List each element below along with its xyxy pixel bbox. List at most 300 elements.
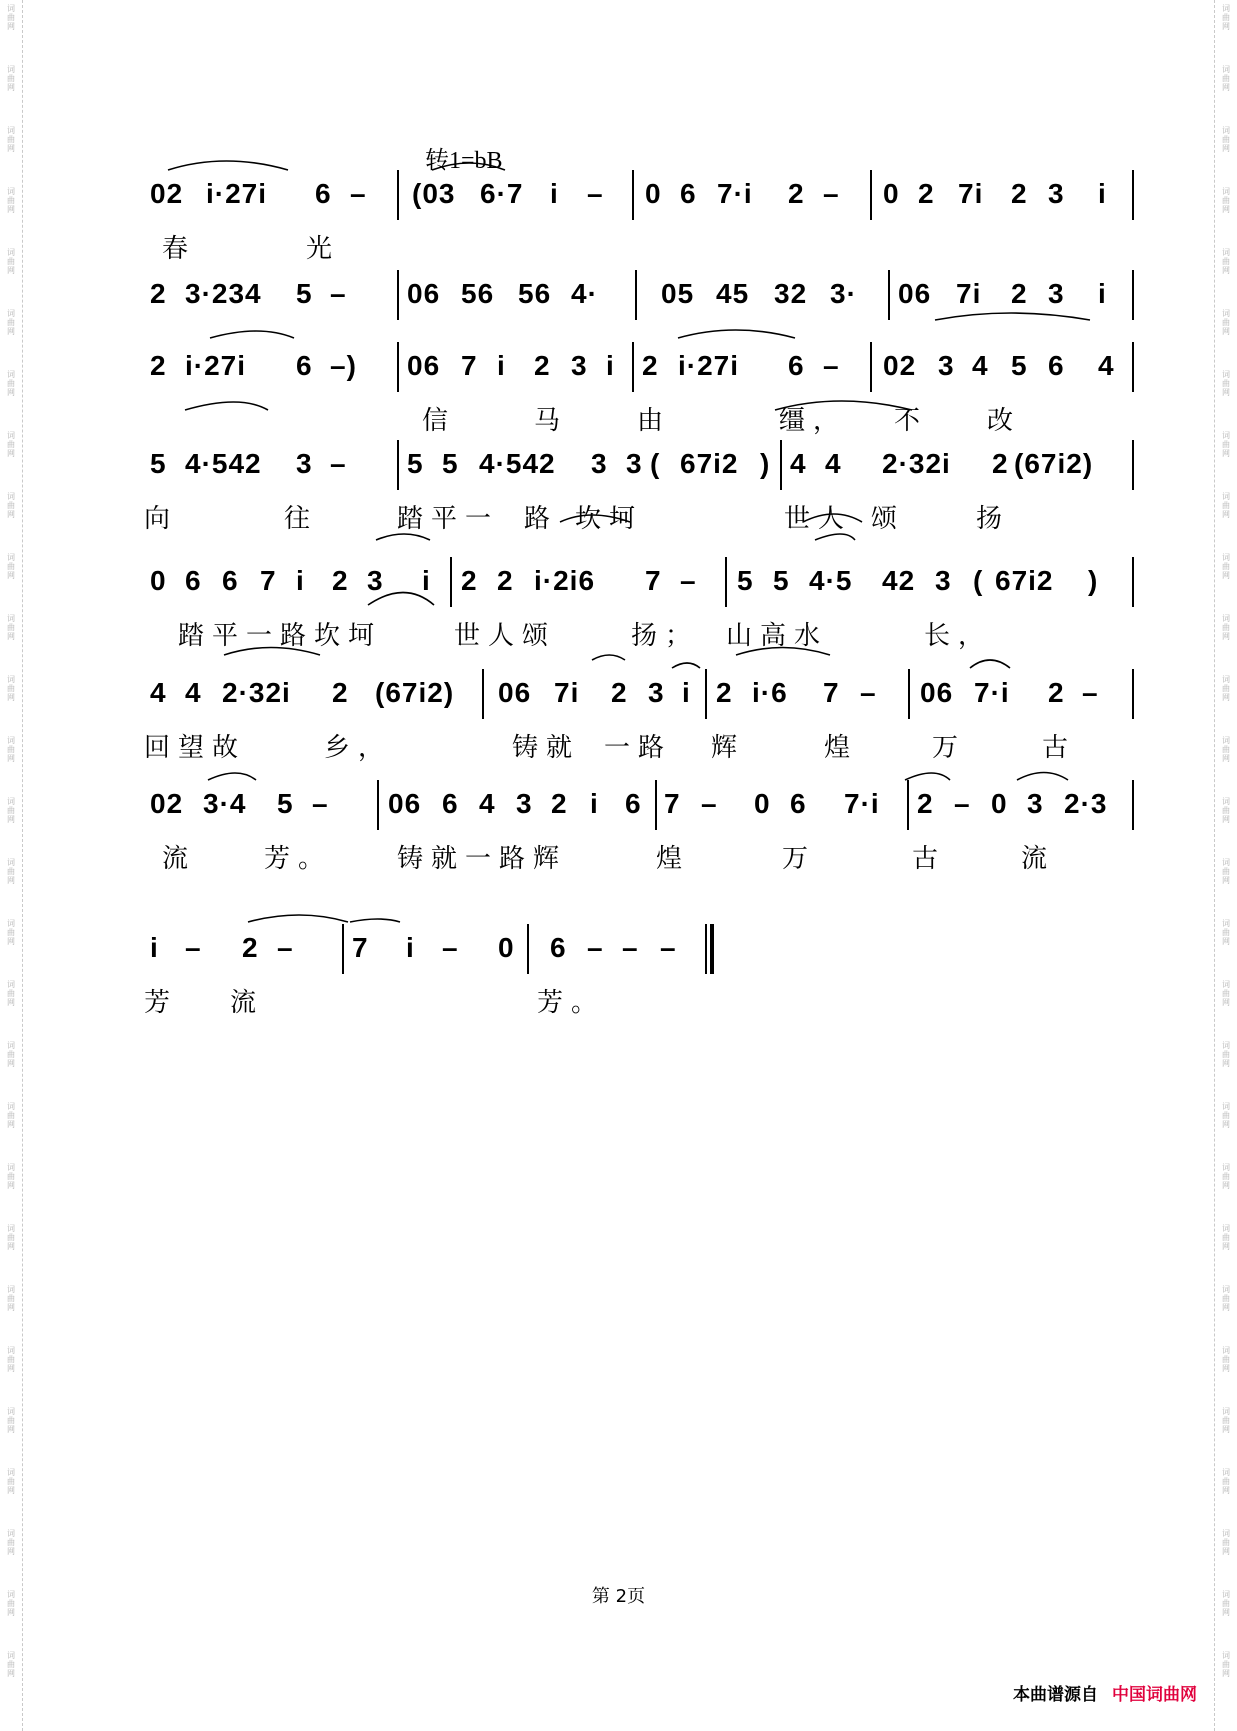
lyrics-row-3 [144, 400, 1144, 436]
notes-row-6 [150, 677, 1135, 721]
watermark-glyph: 网 [1222, 1242, 1230, 1251]
note: 3·234 [185, 278, 262, 309]
watermark-mark [0, 488, 22, 549]
note: 4·5 [809, 565, 853, 596]
watermark-glyph: 曲 [7, 1233, 15, 1242]
note: 5 [773, 565, 790, 596]
note: 02 [150, 178, 184, 209]
barline [482, 669, 484, 719]
watermark-glyph: 曲 [1222, 1233, 1230, 1242]
watermark-mark [1215, 1464, 1237, 1525]
lyric: 流 [1021, 844, 1056, 874]
note: 56 [461, 278, 495, 309]
note: 7·i [844, 788, 880, 819]
watermark-glyph: 网 [7, 510, 15, 519]
barline [1132, 440, 1134, 490]
note: 2 [917, 788, 934, 819]
watermark-glyph: 词 [1222, 1590, 1230, 1599]
watermark-glyph: 词 [7, 1102, 15, 1111]
watermark-glyph: 曲 [1222, 135, 1230, 144]
watermark-glyph: 词 [1222, 1468, 1230, 1477]
barline [342, 924, 344, 974]
note: 2 [611, 677, 628, 708]
note: 2 [242, 932, 259, 963]
watermark-glyph: 词 [1222, 1407, 1230, 1416]
note: 6 [185, 565, 202, 596]
note: 4 [972, 350, 989, 381]
watermark-glyph: 词 [1222, 431, 1230, 440]
note: 2 [461, 565, 478, 596]
watermark-mark [1215, 1403, 1237, 1464]
watermark-glyph: 网 [7, 754, 15, 763]
watermark-glyph: 网 [1222, 937, 1230, 946]
watermark-glyph: 词 [7, 1346, 15, 1355]
watermark-mark [0, 366, 22, 427]
lyrics-row-8 [144, 982, 1144, 1018]
note: 2 [642, 350, 659, 381]
watermark-glyph: 曲 [1222, 318, 1230, 327]
notes-row-2 [150, 278, 1135, 322]
watermark-glyph: 网 [7, 1181, 15, 1190]
watermark-glyph: 网 [1222, 205, 1230, 214]
source-credit [1013, 1680, 1197, 1705]
watermark-glyph: 词 [7, 126, 15, 135]
lyric: 辉 [711, 733, 746, 763]
slur [905, 773, 950, 780]
watermark-glyph: 曲 [7, 806, 15, 815]
notes-row-5 [150, 565, 1135, 609]
note: 0 [498, 932, 515, 963]
note: 45 [716, 278, 750, 309]
barline [632, 342, 634, 392]
note: 2 [332, 677, 349, 708]
watermark-mark [0, 610, 22, 671]
note: – [680, 565, 697, 596]
watermark-glyph: 曲 [7, 13, 15, 22]
watermark-glyph: 曲 [7, 1050, 15, 1059]
watermark-glyph: 词 [7, 431, 15, 440]
watermark-glyph: 词 [1222, 675, 1230, 684]
note: 6 [222, 565, 239, 596]
note: i [606, 350, 615, 381]
note: i·6 [752, 677, 788, 708]
watermark-glyph: 网 [7, 1425, 15, 1434]
watermark-glyph: 网 [1222, 22, 1230, 31]
watermark-glyph: 曲 [1222, 623, 1230, 632]
watermark-glyph: 曲 [1222, 379, 1230, 388]
notes-row-8 [150, 932, 1135, 976]
lyric: 扬； [631, 621, 700, 651]
lyric: 世人颂 [454, 621, 557, 651]
watermark-glyph: 曲 [1222, 1660, 1230, 1669]
lyric: 铸就一路辉 [397, 844, 568, 874]
lyric: 煌 [656, 844, 691, 874]
note: 4·542 [479, 448, 556, 479]
note: – [954, 788, 971, 819]
watermark-mark [0, 1159, 22, 1220]
watermark-glyph: 词 [1222, 1529, 1230, 1538]
note: 2 [534, 350, 551, 381]
note: 42 [882, 565, 916, 596]
note: 7 [260, 565, 277, 596]
watermark-glyph: 曲 [7, 440, 15, 449]
note: 4 [825, 448, 842, 479]
watermark-glyph: 曲 [7, 379, 15, 388]
watermark-glyph: 网 [7, 449, 15, 458]
watermark-mark [0, 915, 22, 976]
watermark-glyph: 曲 [7, 1294, 15, 1303]
page-number: 第 2页 [591, 1586, 646, 1607]
watermark-glyph: 曲 [7, 257, 15, 266]
lyric: 古 [912, 844, 947, 874]
note: 6 [625, 788, 642, 819]
note: 06 [388, 788, 422, 819]
lyric: 长， [924, 621, 993, 651]
watermark-glyph: 词 [1222, 309, 1230, 318]
watermark-glyph: 词 [1222, 126, 1230, 135]
note: (67i2) [1014, 448, 1094, 479]
note: 2 [918, 178, 935, 209]
slur [1017, 773, 1068, 781]
watermark-glyph: 网 [1222, 1364, 1230, 1373]
lyric: 山高水 [726, 621, 829, 651]
watermark-glyph: 曲 [1222, 1172, 1230, 1181]
watermark-mark [1215, 732, 1237, 793]
watermark-glyph: 网 [1222, 327, 1230, 336]
watermark-glyph: 词 [7, 797, 15, 806]
note: 0 [645, 178, 662, 209]
note: – [442, 932, 459, 963]
watermark-glyph: 网 [1222, 998, 1230, 1007]
lyric: 往 [284, 504, 319, 534]
watermark-glyph: 曲 [1222, 257, 1230, 266]
watermark-mark [1215, 0, 1237, 61]
note: ( [650, 448, 661, 479]
lyric: 古 [1042, 733, 1077, 763]
notes-row-3 [150, 350, 1135, 394]
watermark-glyph: 曲 [7, 684, 15, 693]
watermark-mark [1215, 915, 1237, 976]
note: –) [330, 350, 357, 381]
watermark-glyph: 网 [7, 1120, 15, 1129]
lyric: 光 [306, 234, 341, 264]
note: 2 [497, 565, 514, 596]
slur [248, 915, 348, 922]
note: 06 [407, 278, 441, 309]
watermark-glyph: 词 [1222, 1163, 1230, 1172]
note: 5 [277, 788, 294, 819]
barline [908, 669, 910, 719]
note: 56 [518, 278, 552, 309]
watermark-glyph: 曲 [1222, 1538, 1230, 1547]
watermark-mark [1215, 488, 1237, 549]
source-site-link[interactable]: 中国词曲网 [1112, 1685, 1197, 1705]
barline [632, 170, 634, 220]
note: 6 [550, 932, 567, 963]
note: 2 [150, 278, 167, 309]
note: 5 [407, 448, 424, 479]
note: 2 [1011, 178, 1028, 209]
watermark-glyph: 曲 [1222, 13, 1230, 22]
note: 4 [185, 677, 202, 708]
note: 6 [296, 350, 313, 381]
note: 7·i [974, 677, 1010, 708]
watermark-glyph: 词 [7, 980, 15, 989]
watermark-glyph: 曲 [1222, 989, 1230, 998]
note: 4·542 [185, 448, 262, 479]
barline [705, 669, 707, 719]
barline [397, 342, 399, 392]
note: 3 [935, 565, 952, 596]
watermark-glyph: 词 [1222, 1041, 1230, 1050]
note: 05 [661, 278, 695, 309]
watermark-mark [0, 427, 22, 488]
watermark-mark [1215, 366, 1237, 427]
watermark-mark [0, 305, 22, 366]
watermark-glyph: 网 [1222, 1059, 1230, 1068]
watermark-glyph: 曲 [7, 74, 15, 83]
watermark-glyph: 曲 [1222, 1355, 1230, 1364]
watermark-glyph: 曲 [1222, 440, 1230, 449]
source-label: 本曲谱源自 [1013, 1685, 1098, 1705]
watermark-glyph: 词 [7, 614, 15, 623]
watermark-mark [1215, 1342, 1237, 1403]
note: 4 [790, 448, 807, 479]
watermark-glyph: 词 [1222, 1651, 1230, 1660]
watermark-glyph: 词 [7, 1590, 15, 1599]
lyric: 乡， [324, 733, 393, 763]
watermark-glyph: 网 [7, 266, 15, 275]
note: (03 [412, 178, 456, 209]
note: 3·4 [203, 788, 247, 819]
barline [655, 780, 657, 830]
watermark-glyph: 词 [1222, 614, 1230, 623]
watermark-mark [0, 793, 22, 854]
watermark-glyph: 曲 [1222, 745, 1230, 754]
barline [1132, 342, 1134, 392]
watermark-glyph: 网 [1222, 693, 1230, 702]
watermark-mark [1215, 1159, 1237, 1220]
note: 0 [883, 178, 900, 209]
watermark-glyph: 词 [7, 248, 15, 257]
watermark-mark [1215, 122, 1237, 183]
slur [350, 919, 400, 922]
lyric: 流 [162, 844, 197, 874]
note: 2 [150, 350, 167, 381]
note: 67i2 [680, 448, 739, 479]
watermark-glyph: 曲 [1222, 196, 1230, 205]
final-barline [705, 924, 714, 974]
watermark-glyph: 词 [7, 858, 15, 867]
watermark-glyph: 曲 [1222, 928, 1230, 937]
lyric: 信 [422, 406, 457, 436]
lyric: 踏平一 [397, 504, 500, 534]
note: i [422, 565, 431, 596]
barline [397, 440, 399, 490]
note: 4 [479, 788, 496, 819]
watermark-mark [0, 854, 22, 915]
watermark-glyph: 词 [1222, 65, 1230, 74]
note: i·27i [678, 350, 740, 381]
note: 2 [551, 788, 568, 819]
note: – [823, 178, 840, 209]
note: – [277, 932, 294, 963]
watermark-glyph: 词 [1222, 492, 1230, 501]
watermark-glyph: 网 [1222, 876, 1230, 885]
slur [592, 655, 625, 660]
lyric: 坎坷 [575, 504, 644, 534]
lyric: 踏平一路坎坷 [178, 621, 383, 651]
note: 0 [754, 788, 771, 819]
watermark-mark [1215, 1647, 1237, 1708]
note: 7 [645, 565, 662, 596]
watermark-mark [0, 1525, 22, 1586]
note: i·2i6 [534, 565, 596, 596]
barline [780, 440, 782, 490]
note: 06 [407, 350, 441, 381]
left-watermark-strip [0, 0, 23, 1731]
note: 6 [1048, 350, 1065, 381]
watermark-glyph: 网 [1222, 1486, 1230, 1495]
watermark-glyph: 词 [1222, 370, 1230, 379]
watermark-glyph: 曲 [1222, 562, 1230, 571]
watermark-mark [1215, 854, 1237, 915]
watermark-glyph: 曲 [7, 196, 15, 205]
watermark-glyph: 曲 [1222, 867, 1230, 876]
watermark-glyph: 网 [7, 388, 15, 397]
note: 2 [992, 448, 1009, 479]
slur [970, 660, 1010, 668]
barline [527, 924, 529, 974]
note: i·27i [185, 350, 247, 381]
note: 6 [442, 788, 459, 819]
lyric: 缰， [779, 406, 848, 436]
note: 5 [737, 565, 754, 596]
note: 3 [1048, 178, 1065, 209]
watermark-glyph: 网 [7, 876, 15, 885]
notes-row-4 [150, 448, 1135, 492]
watermark-glyph: 曲 [7, 1172, 15, 1181]
barline [725, 557, 727, 607]
watermark-glyph: 词 [1222, 919, 1230, 928]
watermark-glyph: 曲 [7, 1477, 15, 1486]
lyric: 万 [932, 733, 967, 763]
watermark-glyph: 词 [1222, 4, 1230, 13]
watermark-glyph: 曲 [7, 1538, 15, 1547]
note: 06 [898, 278, 932, 309]
watermark-mark [1215, 610, 1237, 671]
barline [870, 342, 872, 392]
note: i [497, 350, 506, 381]
watermark-glyph: 词 [1222, 736, 1230, 745]
note: 5 [442, 448, 459, 479]
note: 5 [150, 448, 167, 479]
watermark-glyph: 词 [7, 187, 15, 196]
watermark-glyph: 词 [1222, 1224, 1230, 1233]
watermark-glyph: 曲 [1222, 1477, 1230, 1486]
watermark-mark [0, 1464, 22, 1525]
watermark-mark [0, 0, 22, 61]
note: 02 [150, 788, 184, 819]
watermark-glyph: 词 [7, 4, 15, 13]
note: – [350, 178, 367, 209]
watermark-glyph: 词 [7, 1407, 15, 1416]
watermark-glyph: 词 [7, 370, 15, 379]
watermark-glyph: 网 [1222, 1669, 1230, 1678]
watermark-glyph: 网 [7, 83, 15, 92]
watermark-glyph: 词 [1222, 248, 1230, 257]
note: 2 [716, 677, 733, 708]
note: 7 [352, 932, 369, 963]
note: 4 [150, 677, 167, 708]
watermark-glyph: 网 [7, 1059, 15, 1068]
watermark-glyph: 网 [7, 571, 15, 580]
watermark-glyph: 曲 [1222, 1416, 1230, 1425]
note: – [587, 178, 604, 209]
lyric: 扬 [976, 504, 1011, 534]
watermark-mark [0, 549, 22, 610]
watermark-mark [0, 976, 22, 1037]
note: 5 [1011, 350, 1028, 381]
watermark-glyph: 词 [1222, 553, 1230, 562]
watermark-mark [1215, 1281, 1237, 1342]
note: 3 [648, 677, 665, 708]
slur [168, 161, 288, 170]
lyric: 马 [534, 406, 569, 436]
lyrics-row-6 [144, 727, 1144, 763]
watermark-glyph: 网 [7, 998, 15, 1007]
watermark-mark [1215, 427, 1237, 488]
watermark-glyph: 词 [7, 675, 15, 684]
watermark-glyph: 曲 [7, 318, 15, 327]
barline [1132, 270, 1134, 320]
watermark-glyph: 网 [7, 937, 15, 946]
watermark-glyph: 网 [7, 205, 15, 214]
watermark-glyph: 网 [1222, 1547, 1230, 1556]
note: i·27i [206, 178, 268, 209]
watermark-glyph: 网 [1222, 1608, 1230, 1617]
barline [1132, 669, 1134, 719]
barline [870, 170, 872, 220]
note: i [590, 788, 599, 819]
watermark-mark [1215, 1098, 1237, 1159]
note: 2 [788, 178, 805, 209]
note: 3 [1048, 278, 1065, 309]
lyrics-row-7 [144, 838, 1144, 874]
barline [377, 780, 379, 830]
watermark-mark [1215, 1037, 1237, 1098]
watermark-glyph: 词 [7, 492, 15, 501]
watermark-mark [1215, 671, 1237, 732]
watermark-glyph: 曲 [7, 745, 15, 754]
watermark-glyph: 词 [7, 65, 15, 74]
watermark-glyph: 曲 [7, 867, 15, 876]
watermark-glyph: 网 [7, 1669, 15, 1678]
watermark-mark [0, 61, 22, 122]
note: – [701, 788, 718, 819]
watermark-glyph: 网 [1222, 388, 1230, 397]
watermark-glyph: 网 [1222, 510, 1230, 519]
watermark-glyph: 曲 [7, 562, 15, 571]
lyric: 流 [230, 988, 265, 1018]
watermark-glyph: 网 [7, 1547, 15, 1556]
watermark-glyph: 词 [1222, 187, 1230, 196]
note: 3 [367, 565, 384, 596]
watermark-mark [1215, 976, 1237, 1037]
watermark-glyph: 曲 [7, 989, 15, 998]
watermark-glyph: 网 [7, 1486, 15, 1495]
watermark-glyph: 词 [7, 919, 15, 928]
